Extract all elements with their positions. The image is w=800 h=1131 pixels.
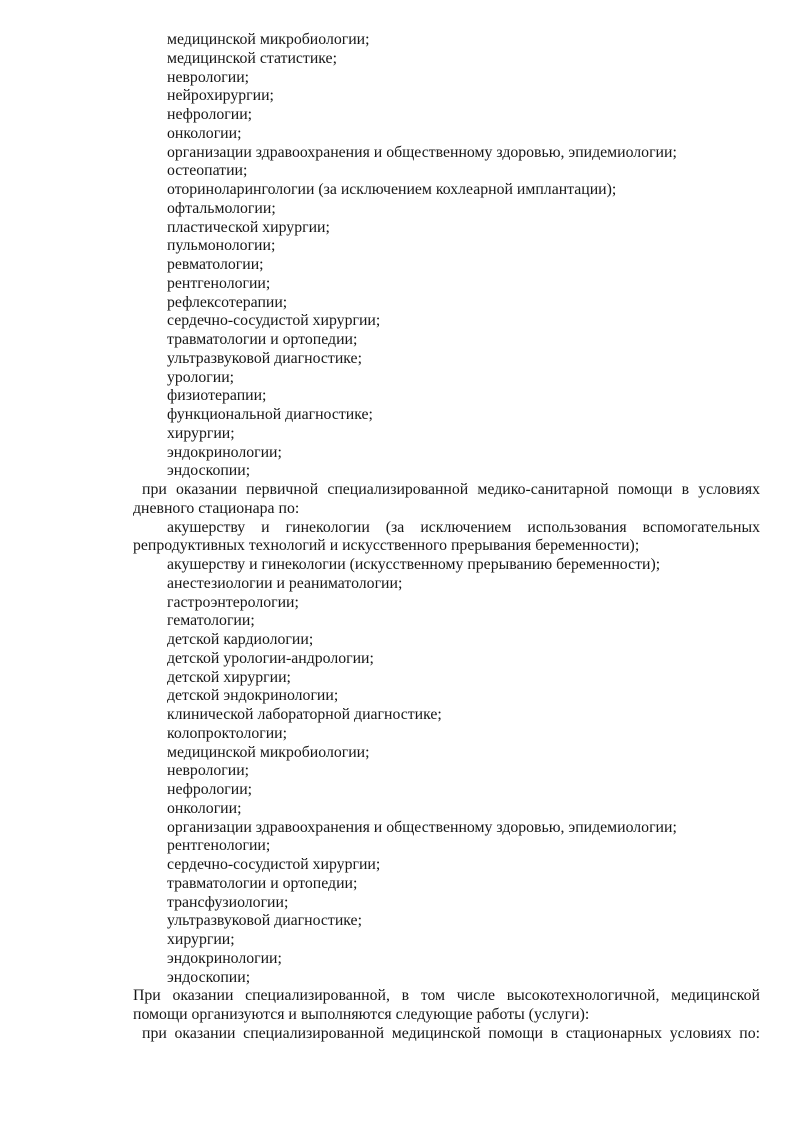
specialty-list-item: эндоскопии;: [167, 968, 251, 986]
specialty-list-item: онкологии;: [167, 799, 242, 817]
specialty-list-item: оториноларингологии (за исключением кохлеарной имплантации);: [167, 181, 617, 198]
specialty-list-item: сердечно-сосудистой хирургии;: [167, 856, 381, 873]
specialty-list-item: гастроэнтерологии;: [167, 593, 299, 611]
specialty-list-item: сердечно-сосудистой хирургии;: [167, 312, 381, 330]
specialty-list-item: детской кардиологии;: [167, 631, 314, 648]
specialty-list-item: акушерству и гинекологии (за исключением использования вспомогательных репродуктивных технологий и искусственного прерывания беременности);: [133, 518, 760, 555]
specialty-list-item: урологии;: [167, 368, 235, 386]
specialty-list-item: травматологии и ортопедии;: [167, 874, 358, 892]
specialty-list-item: трансфузиологии;: [167, 893, 289, 911]
specialty-list-item: неврологии;: [167, 762, 250, 780]
specialty-list-day-hospital: [133, 519, 760, 988]
specialty-list-item: нейрохирургии;: [167, 87, 274, 105]
specialty-list-item: колопроктологии;: [167, 724, 288, 742]
specialty-list-item: офтальмологии;: [167, 199, 276, 217]
specialty-list-item: ультразвуковой диагностике;: [167, 912, 362, 930]
specialty-list-item: медицинской статистике;: [167, 49, 337, 67]
specialty-list-item: остеопатии;: [167, 162, 248, 180]
specialty-list-item: нефрологии;: [167, 781, 253, 798]
specialty-list-item: рентгенологии;: [167, 274, 271, 292]
document-text-block: [133, 31, 760, 1044]
specialty-list-item: эндокринологии;: [167, 443, 282, 461]
specialty-list-item: физиотерапии;: [167, 387, 267, 405]
specialty-list-item: организации здравоохранения и общественному здоровью, эпидемиологии;: [167, 818, 677, 836]
specialty-list-item: гематологии;: [167, 612, 255, 630]
specialty-list-item: детской хирургии;: [167, 668, 291, 686]
paragraph-inpatient-intro: при оказании специализированной медицинской помощи в стационарных условиях по:: [142, 1024, 760, 1042]
specialty-list-item: детской урологии-андрологии;: [167, 649, 374, 667]
specialty-list-item: акушерству и гинекологии (искусственному прерыванию беременности);: [167, 556, 661, 573]
specialty-list-item: хирургии;: [167, 424, 235, 442]
specialty-list-item: ревматологии;: [167, 256, 264, 273]
specialty-list-item: рефлексотерапии;: [167, 293, 288, 311]
specialty-list-outpatient: [133, 31, 760, 481]
specialty-list-item: эндоскопии;: [167, 462, 251, 480]
specialty-list-item: рентгенологии;: [167, 837, 271, 855]
paragraph-specialized-care-heading: При оказании специализированной, в том числе высокотехнологичной, медицинской помощи организуются и выполняются следующие работы (услуги):: [133, 987, 760, 1023]
specialty-list-item: функциональной диагностике;: [167, 406, 373, 423]
specialty-list-item: хирургии;: [167, 931, 235, 948]
specialty-list-item: травматологии и ортопедии;: [167, 331, 358, 348]
specialty-list-item: эндокринологии;: [167, 949, 282, 967]
specialty-list-item: нефрологии;: [167, 106, 253, 123]
specialty-list-item: медицинской микробиологии;: [167, 31, 370, 48]
specialty-list-item: анестезиологии и реаниматологии;: [167, 574, 403, 592]
specialty-list-item: онкологии;: [167, 124, 242, 142]
specialty-list-item: клинической лабораторной диагностике;: [167, 706, 442, 723]
specialty-list-item: ультразвуковой диагностике;: [167, 349, 362, 367]
specialty-list-item: организации здравоохранения и общественному здоровью, эпидемиологии;: [167, 143, 677, 161]
specialty-list-item: неврологии;: [167, 68, 250, 86]
specialty-list-item: детской эндокринологии;: [167, 687, 339, 705]
paragraph-day-hospital-intro: при оказании первичной специализированной медико-санитарной помощи в условиях дневного стационара по:: [133, 481, 760, 517]
specialty-list-item: пластической хирургии;: [167, 218, 330, 236]
specialty-list-item: медицинской микробиологии;: [167, 743, 370, 761]
specialty-list-item: пульмонологии;: [167, 237, 276, 255]
